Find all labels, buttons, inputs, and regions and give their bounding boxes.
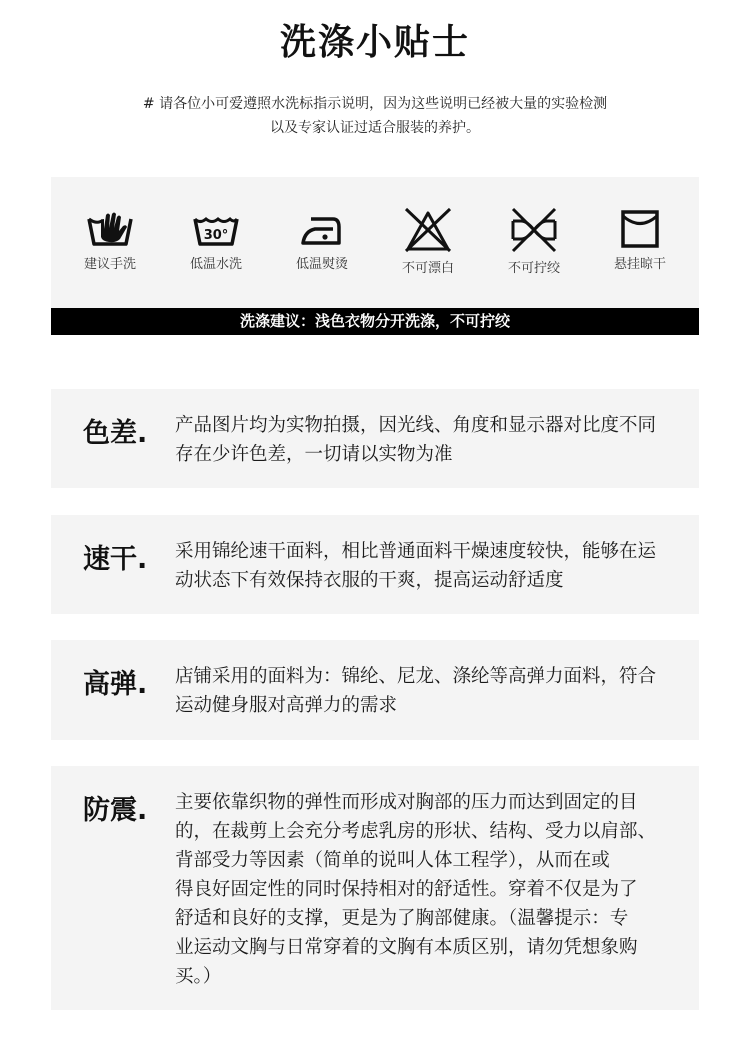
intro-line-1: # 请各位小可爱遵照水洗标指示说明，因为这些说明已经被大量的实验检测 bbox=[142, 96, 608, 112]
feature-name: 防震. bbox=[83, 795, 148, 826]
feature-line: 得良好固定性的同时保持相对的舒适性。穿着不仅是为了 bbox=[175, 879, 638, 900]
feature-line: 业运动文胸与日常穿着的文胸有本质区别，请勿凭想象购 bbox=[175, 937, 638, 958]
care-label-wash-30: 低温水洗 bbox=[189, 257, 242, 272]
care-label-iron-low: 低温熨烫 bbox=[295, 257, 348, 272]
feature-line: 主要依靠织物的弹性而形成对胸部的压力而达到固定的目 bbox=[175, 792, 638, 813]
wash-30-icon bbox=[191, 207, 241, 249]
feature-line: 产品图片均为实物拍摄，因光线、角度和显示器对比度不同 bbox=[175, 415, 657, 436]
hang-dry-icon bbox=[615, 207, 665, 249]
care-item-no-wring bbox=[481, 207, 587, 276]
feature-card-shockproof bbox=[51, 766, 699, 1010]
feature-name: 高弹. bbox=[83, 669, 148, 700]
feature-name: 色差. bbox=[83, 418, 148, 449]
feature-description bbox=[175, 411, 691, 469]
feature-line: 运动健身服对高弹力的需求 bbox=[175, 695, 398, 716]
feature-card-color-difference bbox=[51, 389, 699, 488]
feature-line: 存在少许色差，一切请以实物为准 bbox=[175, 444, 453, 465]
feature-description bbox=[175, 662, 691, 720]
feature-line: 的，在裁剪上会充分考虑乳房的形状、结构、受力以肩部、 bbox=[175, 821, 657, 842]
feature-line: 买。） bbox=[175, 966, 222, 987]
hand-wash-icon bbox=[85, 207, 135, 249]
feature-line: 背部受力等因素（简单的说叫人体工程学），从而在或 bbox=[175, 850, 610, 871]
feature-line: 店铺采用的面料为：锦纶、尼龙、涤纶等高弹力面料，符合 bbox=[175, 666, 657, 687]
feature-line: 舒适和良好的支撑，更是为了胸部健康。（温馨提示：专 bbox=[175, 908, 629, 929]
intro-line-2: 以及专家认证过适合服装的养护。 bbox=[270, 120, 480, 136]
page-title: 洗涤小贴士 bbox=[279, 22, 470, 63]
no-bleach-icon bbox=[403, 207, 453, 253]
feature-description bbox=[175, 788, 691, 991]
care-item-iron-low bbox=[269, 207, 375, 272]
care-label-no-wring: 不可拧绞 bbox=[507, 261, 560, 276]
care-item-hand-wash bbox=[57, 207, 163, 272]
wash-advice-banner: 洗涤建议：浅色衣物分开洗涤，不可拧绞 bbox=[51, 308, 699, 335]
feature-card-quick-dry bbox=[51, 515, 699, 614]
care-item-no-bleach bbox=[375, 207, 481, 276]
feature-description bbox=[175, 537, 691, 595]
intro-text bbox=[0, 92, 750, 140]
feature-line: 动状态下有效保持衣服的干爽，提高运动舒适度 bbox=[175, 570, 564, 591]
iron-low-icon bbox=[297, 207, 347, 249]
care-label-hang-dry: 悬挂晾干 bbox=[613, 257, 666, 272]
feature-card-high-elasticity bbox=[51, 640, 699, 740]
care-label-hand-wash: 建议手洗 bbox=[83, 257, 136, 272]
care-instructions-panel bbox=[51, 177, 699, 335]
wash-temperature: 30° bbox=[203, 228, 229, 243]
no-wring-icon bbox=[509, 207, 559, 253]
care-item-wash-30 bbox=[163, 207, 269, 272]
care-label-no-bleach: 不可漂白 bbox=[401, 261, 454, 276]
feature-line: 采用锦纶速干面料，相比普通面料干燥速度较快，能够在运 bbox=[175, 541, 657, 562]
feature-name: 速干. bbox=[83, 544, 148, 575]
care-item-hang-dry bbox=[587, 207, 693, 272]
